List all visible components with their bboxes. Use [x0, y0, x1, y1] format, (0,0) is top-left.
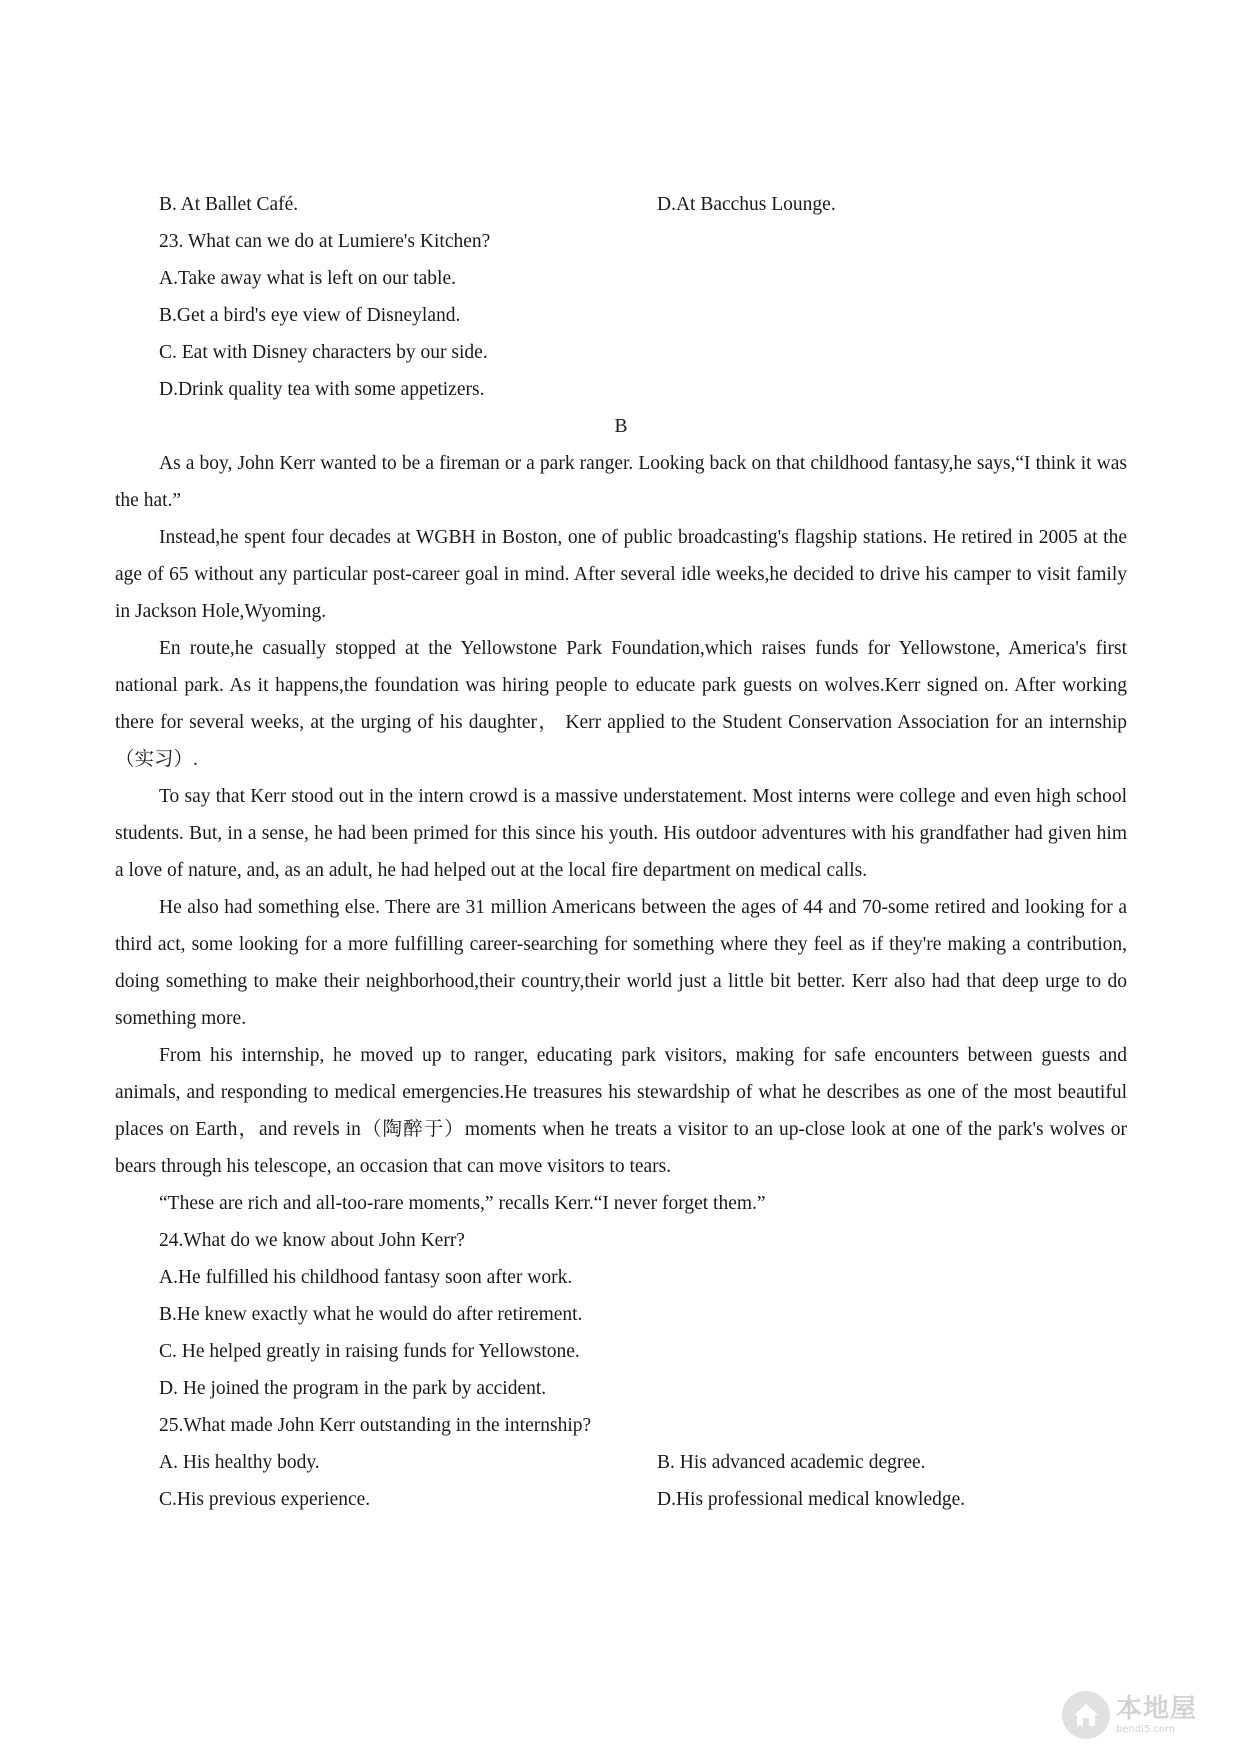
q22-options-row — [115, 186, 1127, 223]
q25-option-d: D.His professional medical knowledge. — [657, 1489, 966, 1510]
q22-option-d: D.At Bacchus Lounge. — [657, 194, 836, 215]
watermark-name: 本地屋 — [1116, 1694, 1198, 1725]
q24-question: 24.What do we know about John Kerr? — [159, 1230, 465, 1251]
q23-option-d: D.Drink quality tea with some appetizers. — [159, 379, 485, 400]
document-page — [115, 186, 1127, 1518]
q24-option-c: C. He helped greatly in raising funds for Yellowstone. — [159, 1341, 580, 1362]
q24-option-d: D. He joined the program in the park by accident. — [159, 1378, 547, 1399]
passage-paragraph: Instead,he spent four decades at WGBH in Boston, one of public broadcasting's flagship stations. He retired in 2005 at the age of 65 without any particular post-career goal in mind. After several idle weeks,he decided to drive his camper to visit family in Jackson Hole,Wyoming. — [115, 527, 1127, 622]
q24-option-b: B.He knew exactly what he would do after retirement. — [159, 1304, 583, 1325]
q25-options-row-2 — [115, 1481, 1127, 1518]
house-icon — [1062, 1691, 1110, 1739]
watermark-logo — [1062, 1686, 1227, 1744]
q24-option-a: A.He fulfilled his childhood fantasy soon after work. — [159, 1267, 573, 1288]
q23-option-c: C. Eat with Disney characters by our side. — [159, 342, 488, 363]
q23-question: 23. What can we do at Lumiere's Kitchen? — [159, 231, 491, 252]
passage-paragraph: As a boy, John Kerr wanted to be a fireman or a park ranger. Looking back on that childhood fantasy,he says,“I think it was the hat.” — [115, 453, 1127, 511]
q25-question: 25.What made John Kerr outstanding in the internship? — [159, 1415, 592, 1436]
q25-option-b: B. His advanced academic degree. — [657, 1452, 926, 1473]
section-label: B — [614, 416, 628, 437]
passage-paragraph: To say that Kerr stood out in the intern crowd is a massive understatement. Most interns were college and even high school students. But, in a sense, he had been primed for this since his youth. His outdoor adventures with his grandfather had given him a love of nature, and, as an adult, he had helped out at the local fire department on medical calls. — [115, 786, 1127, 881]
q25-options-row-1 — [115, 1444, 1127, 1481]
watermark-url: bendi5.com — [1116, 1723, 1175, 1735]
q25-option-c: C.His previous experience. — [159, 1489, 371, 1510]
q23-option-b: B.Get a bird's eye view of Disneyland. — [159, 305, 461, 326]
passage-paragraph: From his internship, he moved up to ranger, educating park visitors, making for safe encounters between guests and animals, and responding to medical emergencies.He treasures his stewardship of what he describes as one of the most beautiful places on Earth，and revels in（陶醉于）moments when he treats a visitor to an up-close look at one of the park's wolves or bears through his telescope, an occasion that can move visitors to tears. — [115, 1045, 1127, 1177]
passage-paragraph: En route,he casually stopped at the Yellowstone Park Foundation,which raises funds for Yellowstone, America's first national park. As it happens,the foundation was hiring people to educate park guests on wolves.Kerr signed on. After working there for several weeks, at the urging of his daughter， Kerr applied to the Student Conservation Association for an internship（实习）. — [115, 638, 1128, 770]
passage-paragraph: “These are rich and all-too-rare moments,” recalls Kerr.“I never forget them.” — [159, 1193, 766, 1214]
passage-paragraph: He also had something else. There are 31 million Americans between the ages of 44 and 70-some retired and looking for a third act, some looking for a more fulfilling career-searching for something where they feel as if they're making a contribution, doing something to make their neighborhood,their country,their world just a little bit better. Kerr also had that deep urge to do something more. — [115, 897, 1127, 1029]
q23-option-a: A.Take away what is left on our table. — [159, 268, 456, 289]
q22-option-b: B. At Ballet Café. — [159, 194, 299, 215]
q25-option-a: A. His healthy body. — [159, 1452, 320, 1473]
